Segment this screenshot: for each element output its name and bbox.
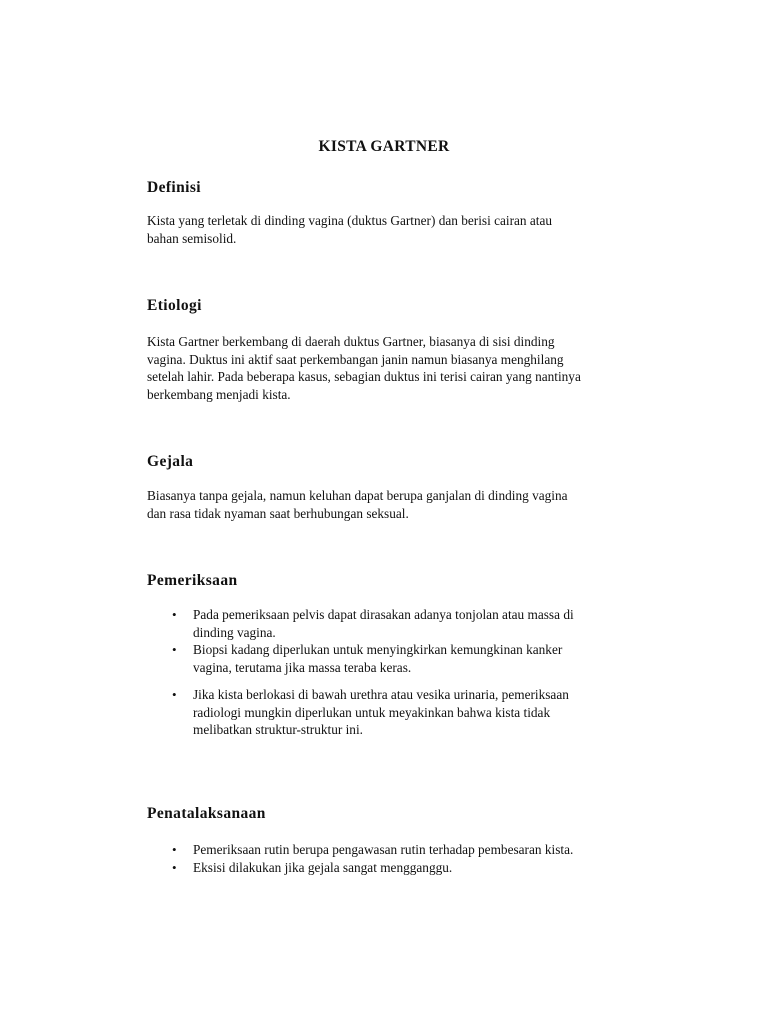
bullet-icon: • <box>172 607 177 622</box>
list-pemeriksaan <box>147 606 667 739</box>
text-line: radiologi mungkin diperlukan untuk meyakinkan bahwa kista tidak <box>193 704 551 720</box>
paragraph-etiologi <box>147 333 647 403</box>
text-line: Kista yang terletak di dinding vagina (duktus Gartner) dan berisi cairan atau <box>147 213 553 228</box>
text-line: bahan semisolid. <box>147 230 237 246</box>
text-line: Jika kista berlokasi di bawah urethra atau vesika urinaria, pemeriksaan <box>193 687 569 702</box>
heading-definisi: Definisi <box>147 179 202 196</box>
list-penatalaksanaan <box>147 841 667 876</box>
heading-pemeriksaan: Pemeriksaan <box>147 572 238 589</box>
list-item <box>147 859 667 877</box>
text-line: Pada pemeriksaan pelvis dapat dirasakan adanya tonjolan atau massa di <box>193 607 574 622</box>
text-line: Pemeriksaan rutin berupa pengawasan rutin terhadap pembesaran kista. <box>193 842 574 857</box>
text-line: berkembang menjadi kista. <box>147 386 291 402</box>
text-line: dinding vagina. <box>193 624 276 640</box>
bullet-icon: • <box>172 642 177 657</box>
text-line: dan rasa tidak nyaman saat berhubungan seksual. <box>147 505 409 521</box>
text-line: Kista Gartner berkembang di daerah duktus Gartner, biasanya di sisi dinding <box>147 334 555 349</box>
list-item <box>147 686 667 739</box>
text-line: Eksisi dilakukan jika gejala sangat mengganggu. <box>193 859 453 875</box>
bullet-icon: • <box>172 687 177 702</box>
text-line: melibatkan struktur-struktur ini. <box>193 722 363 737</box>
bullet-icon: • <box>172 859 177 875</box>
list-item <box>147 841 667 859</box>
paragraph-gejala <box>147 487 647 522</box>
list-item <box>147 606 667 641</box>
list-item <box>147 641 667 676</box>
heading-etiologi: Etiologi <box>147 297 202 314</box>
text-line: Biopsi kadang diperlukan untuk menyingkirkan kemungkinan kanker <box>193 642 563 657</box>
heading-gejala: Gejala <box>147 453 194 470</box>
paragraph-definisi <box>147 212 647 247</box>
text-line: vagina. Duktus ini aktif saat perkembangan janin namun biasanya menghilang <box>147 351 564 367</box>
text-line: vagina, terutama jika massa teraba keras. <box>193 659 412 675</box>
text-line: setelah lahir. Pada beberapa kasus, sebagian duktus ini terisi cairan yang nantinya <box>147 369 581 384</box>
heading-penatalaksanaan: Penatalaksanaan <box>147 805 266 822</box>
text-line: Biasanya tanpa gejala, namun keluhan dapat berupa ganjalan di dinding vagina <box>147 488 568 503</box>
bullet-icon: • <box>172 842 177 857</box>
document-title: KISTA GARTNER <box>318 138 450 155</box>
